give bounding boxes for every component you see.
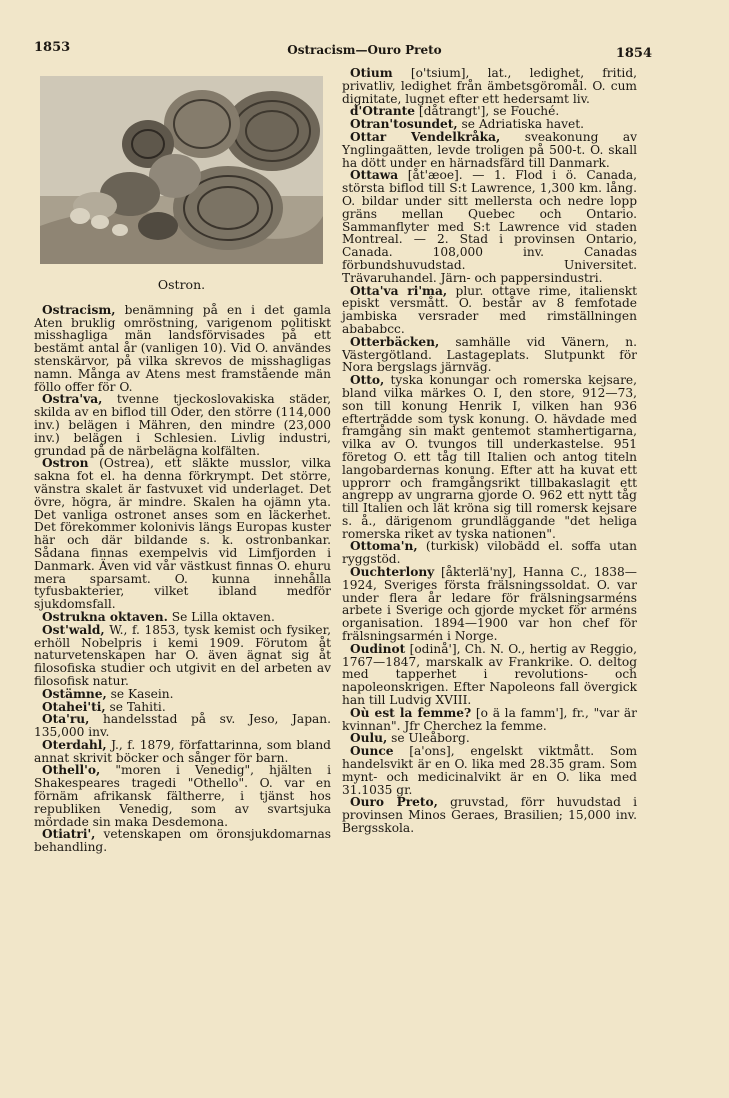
entry-otium: Otium [o'tsium], lat., ledighet, fritid, privatliv, ledighet från ämbetsgöromål. O. cum dignitate, lugnet efter ett hedersamt liv. — [342, 66, 637, 106]
entry-ottoman: Ottoma'n, (turkisk) vilobädd el. soffa utan ryggstöd. — [342, 539, 637, 567]
entry-ottava-rima: Otta'va ri'ma, plur. ottave rime, italienskt episkt versmått. O. består av 8 femfotade jambiska versrader med rimställningen abababcc. — [342, 283, 637, 336]
entry-ottar-vendelkraka: Ottar Vendelkråka, sveakonung av Ynglingaätten, levde troligen på 500-t. O. skall ha dött under en härnadsfärd till Danmark. — [342, 129, 638, 170]
entry-oudinot: Oudinot [odinå'], Ch. N. O., hertig av Reggio, 1767—1847, marskalk av Frankrike. O. deltog med tapperhet i revolutions- och napoleonskrigen. Efter Napoleons fall övergick han till Ludvig XVIII. — [342, 641, 637, 708]
entry-ouro-preto: Ouro Preto, gruvstad, förr huvudstad i provinsen Minos Geraes, Brasilien; 15,000 inv. Bergsskola. — [342, 795, 637, 836]
entry-ostracism: Ostracism, benämning på en i det gamla Aten bruklig omröstning, varigenom politiskt misshagliga män landsförvisades på ett bestämt antal år (vanligen 10). Vid O. användes stenskärvor, på vilka skrevos de misshagligas namn. Många av Atens mest framstående män föllo offer för O. — [34, 302, 331, 394]
entry-otto: Otto, tyska konungar och romerska kejsare, bland vilka märkes O. I, den store, 912—73, son till konung Henrik I, vilken han 936 efterträdde som tysk konung. O. hävdade med framgång sin makt gentemot stamhertigarna, vilka av O. tvungos till underkastelse. 951 företog O. ett tåg till Italien och antog titeln langobardernas konung. Efter att ha kuvat ett upprorr och framgångsrikt tillbakaslagit ett angrepp av ungrarna gjorde O. 962 ett nytt tåg till Italien och lät kröna sig till romersk kejsare s. å., därigenom grundläggande "det heliga romerska riket av tyska nationen". — [342, 373, 637, 541]
entry-oterdahl: Oterdahl, J., f. 1879, författarinna, som bland annat skrivit böcker och sånger för barn. — [34, 737, 331, 765]
entry-otrantosundet: Otran'tosundet, se Adriatiska havet. — [350, 117, 585, 132]
running-title: Ostracism—Ouro Preto — [287, 43, 442, 57]
entry-otaru: Ota'ru, handelsstad på sv. Jeso, Japan. 135,000 inv. — [34, 712, 331, 740]
entry-ostron: Ostron (Ostrea), ett släkte musslor, vilka sakna fot el. ha denna förkrympt. Det större, vänstra skalet är fastvuxet vid underlaget. Det övre, högra, är mindre. Skalen ha ojämn yta. Det vanliga ostronet anses som en läckerhet. Det förekommer kolonivis längs Europas kuster här och där bildande s. k. ostronbankar. Sådana finnas exempelvis vid Limfjorden i Danmark. Även vid vår västkust finnas O. ehuru mera sparsamt. O. kunna innehålla tyfusbakterier, vilket ibland medför sjukdomsfall. — [34, 456, 331, 612]
right-column — [342, 67, 637, 835]
entry-ounce: Ounce [a'ons], engelskt viktmått. Som handelsvikt är en O. lika med 28.35 gram. Som mynt- och medicinalvikt är en O. lika med 31.1035 gr. — [342, 744, 637, 797]
entry-ostrukna-oktaven: Ostrukna oktaven. Se Lilla oktaven. — [42, 609, 275, 624]
entry-ou-est-la-femme: Où est la femme? [o ä la famm'], fr., "var är kvinnan". Jfr Cherchez la femme. — [342, 705, 637, 733]
entry-ouchterlony: Ouchterlony [åkterlä'ny], Hanna C., 1838—1924, Sveriges första frälsningssoldat. O. var under flera år ledare för frälsningsarméns arbete i Sverige och gjorde mycket för arméns organisation. 1894—1900 var hon chef för frälsningsarmén i Norge. — [342, 565, 637, 644]
entry-otaheiti: Otahei'ti, se Tahiti. — [42, 699, 166, 714]
right-page-number: 1854 — [615, 46, 652, 61]
entry-othello: Othell'o, "moren i Venedig", hjälten i Shakespeares tragedi "Othello". O. var en förnäm afrikansk fältherre, i tjänst hos republiken Venedig, som av svartsjuka mördade sin maka Desdemona. — [34, 763, 331, 829]
oyster-figure — [40, 76, 323, 292]
entry-otterbacken: Otterbäcken, samhälle vid Vänern, n. Västergötland. Lastageplats. Slutpunkt för Nora bergslags järnväg. — [342, 334, 637, 375]
oyster-photo — [40, 76, 323, 264]
figure-caption: Ostron. — [157, 277, 206, 292]
entry-ottawa: Ottawa [åt'æoe]. — 1. Flod i ö. Canada, största biflod till S:t Lawrence, 1,300 km. lång. O. bildar under sitt mellersta och nedre lopp gräns mellan Quebec och Ontario. Sammanflyter med S:t Lawrence vid staden Montreal. — 2. Stad i provinsen Ontario, Canada. 108,000 inv. Canadas förbundshuvudstad. Universitet. Trävaruhandel. Järn- och pappersindustri. — [342, 168, 637, 285]
entry-dotrante: d'Otrante [dåtrangt'], se Fouché. — [350, 104, 560, 119]
left-column — [34, 76, 331, 854]
entry-ostamne: Ostämne, se Kasein. — [42, 686, 174, 701]
left-page-number: 1853 — [34, 40, 71, 55]
entry-oulu: Oulu, se Uleåborg. — [350, 731, 470, 746]
oyster-illustration — [40, 76, 323, 264]
entry-otiatri: Otiatri', vetenskapen om öronsjukdomarnas behandling. — [34, 827, 331, 855]
entry-ostrava: Ostra'va, tvenne tjeckoslovakiska städer, skilda av en biflod till Oder, den större (114,000 inv.) belägen i Mähren, den mindre (23,000 inv.) belägen i Schlesien. Livlig industri, grundad på de närbelägna kolfälten. — [34, 392, 332, 458]
entry-ostwald: Ost'wald, W., f. 1853, tysk kemist och fysiker, erhöll Nobelpris i kemi 1909. Förutom åt naturvetenskapen har O. även ägnat sig åt filosofiska studier och utgivit en del arbeten av filosofisk natur. — [34, 622, 331, 688]
